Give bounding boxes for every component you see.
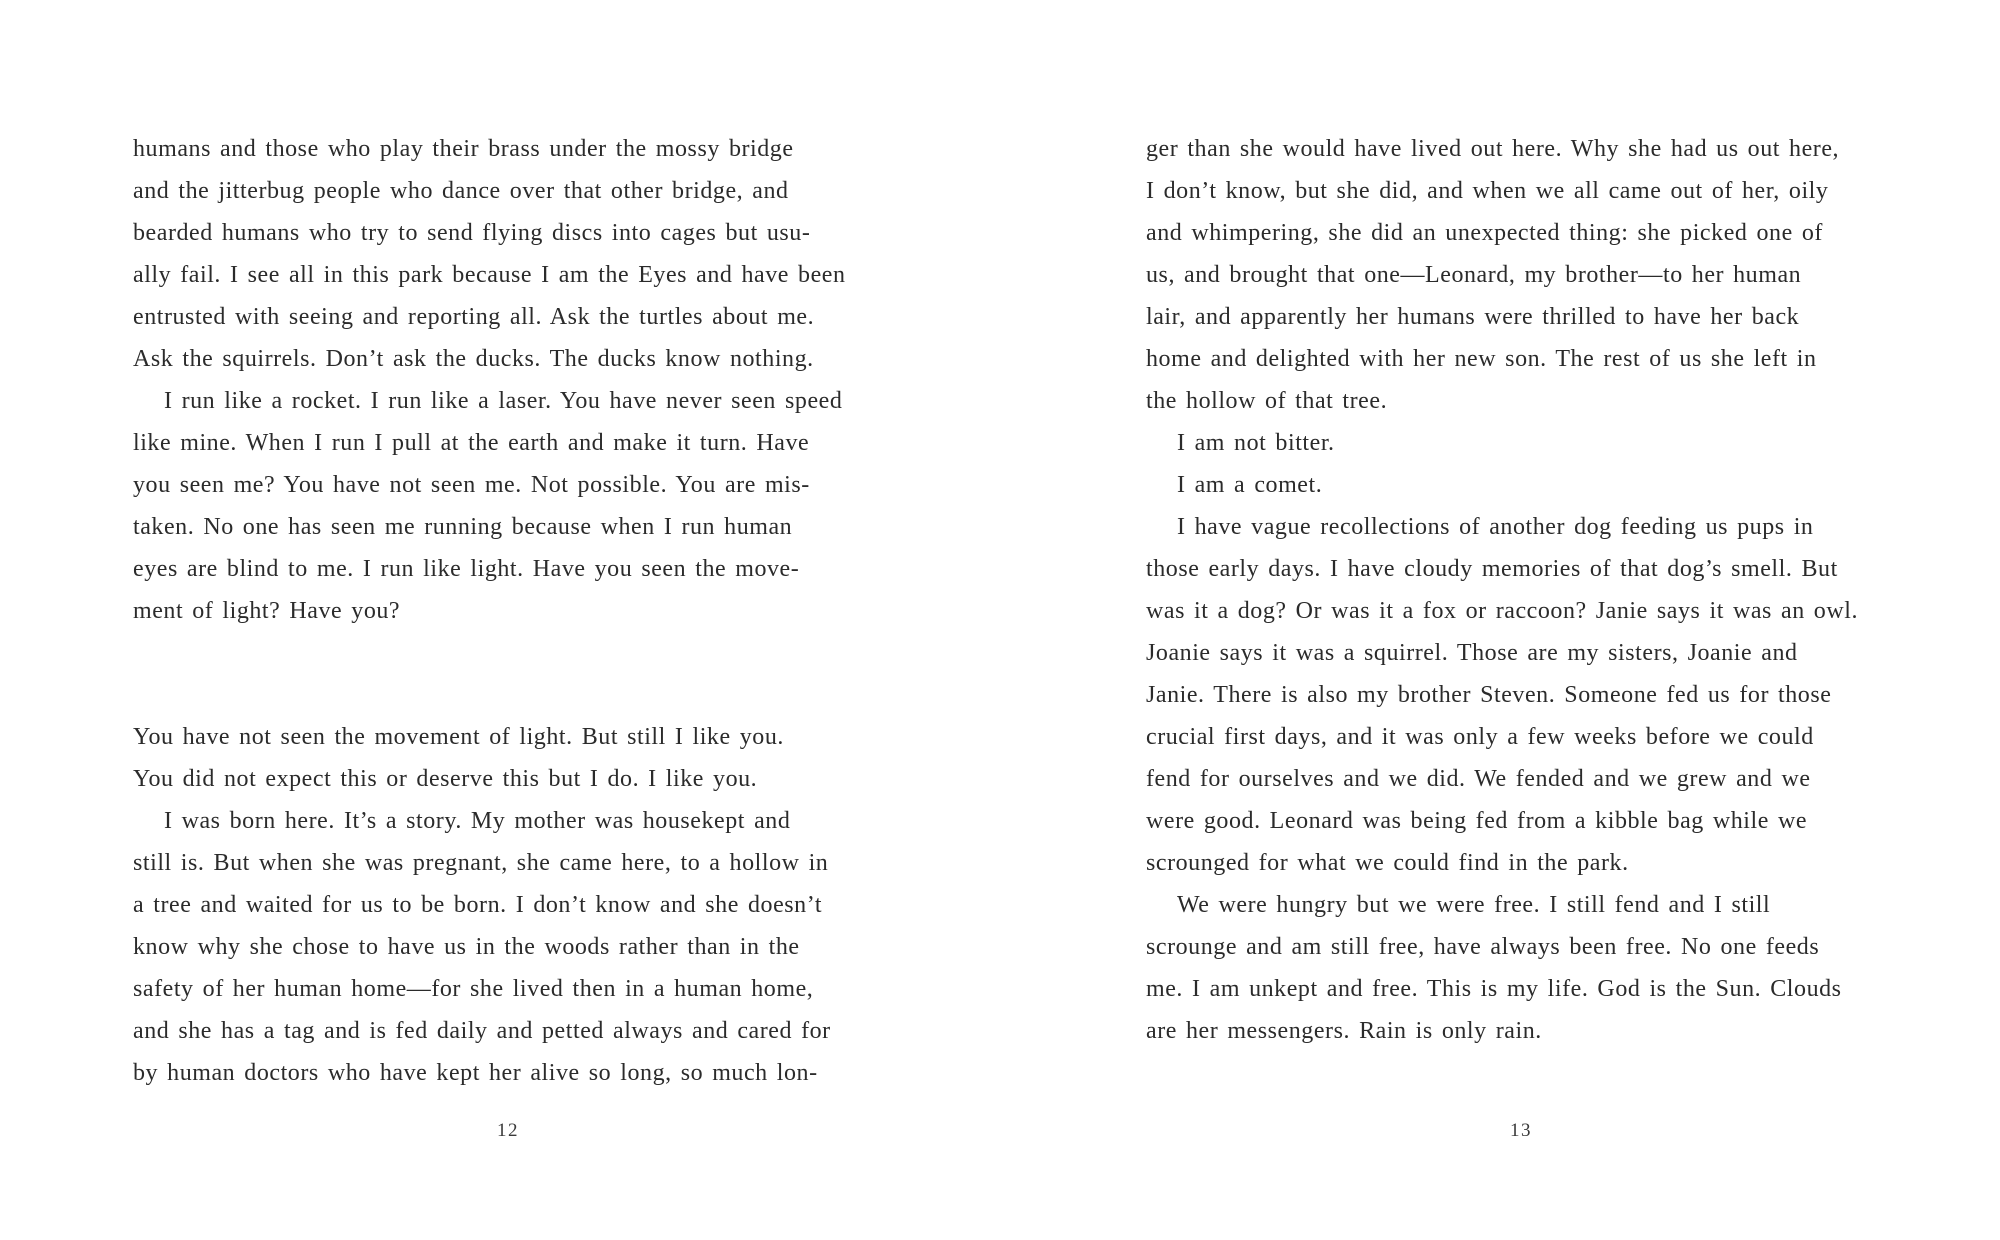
paragraph	[1146, 464, 1896, 506]
text-line: scrounged for what we could find in the park.	[1146, 850, 1629, 876]
right-page-text	[1146, 128, 1896, 1052]
text-line: scrounge and am still free, have always been free. No one feeds	[1146, 934, 1820, 960]
text-line: Janie. There is also my brother Steven. Someone fed us for those	[1146, 682, 1832, 708]
text-line: lair, and apparently her humans were thrilled to have her back	[1146, 304, 1800, 330]
paragraph	[133, 380, 883, 632]
left-page-text	[133, 128, 883, 1094]
paragraph	[1146, 128, 1896, 422]
paragraph	[133, 128, 883, 380]
text-line: ally fail. I see all in this park because I am the Eyes and have been	[133, 262, 846, 288]
text-line: Ask the squirrels. Don’t ask the ducks. The ducks know nothing.	[133, 346, 814, 372]
text-line: the hollow of that tree.	[1146, 388, 1388, 414]
text-line: I am a comet.	[1177, 472, 1323, 498]
text-line: were good. Leonard was being fed from a kibble bag while we	[1146, 808, 1808, 834]
text-line: You did not expect this or deserve this but I do. I like you.	[133, 766, 758, 792]
paragraph	[1146, 422, 1896, 464]
text-line: like mine. When I run I pull at the earth and make it turn. Have	[133, 430, 810, 456]
text-line: are her messengers. Rain is only rain.	[1146, 1018, 1542, 1044]
text-line: was it a dog? Or was it a fox or raccoon? Janie says it was an owl.	[1146, 598, 1858, 624]
text-line: I am not bitter.	[1177, 430, 1335, 456]
text-line: by human doctors who have kept her alive so long, so much lon-	[133, 1060, 818, 1086]
text-line: still is. But when she was pregnant, she came here, to a hollow in	[133, 850, 829, 876]
text-line: I have vague recollections of another dog feeding us pups in	[1177, 514, 1814, 540]
text-line: you seen me? You have not seen me. Not possible. You are mis-	[133, 472, 810, 498]
left-page-number: 12	[497, 1120, 519, 1141]
text-line: fend for ourselves and we did. We fended and we grew and we	[1146, 766, 1811, 792]
text-line: entrusted with seeing and reporting all. Ask the turtles about me.	[133, 304, 815, 330]
text-line: You have not seen the movement of light. But still I like you.	[133, 724, 784, 750]
text-line: I run like a rocket. I run like a laser. You have never seen speed	[164, 388, 843, 414]
book-page-left	[133, 0, 883, 1240]
text-line: me. I am unkept and free. This is my life. God is the Sun. Clouds	[1146, 976, 1842, 1002]
text-line: safety of her human home—for she lived then in a human home,	[133, 976, 814, 1002]
text-line: and she has a tag and is fed daily and petted always and cared for	[133, 1018, 831, 1044]
text-line: I was born here. It’s a story. My mother was housekept and	[164, 808, 791, 834]
text-line: and whimpering, she did an unexpected thing: she picked one of	[1146, 220, 1823, 246]
text-line: those early days. I have cloudy memories of that dog’s smell. But	[1146, 556, 1838, 582]
text-line: us, and brought that one—Leonard, my brother—to her human	[1146, 262, 1802, 288]
text-line: ger than she would have lived out here. Why she had us out here,	[1146, 136, 1840, 162]
text-line: ment of light? Have you?	[133, 598, 401, 624]
text-line: We were hungry but we were free. I still fend and I still	[1177, 892, 1771, 918]
text-line: and the jitterbug people who dance over that other bridge, and	[133, 178, 789, 204]
text-line: know why she chose to have us in the woods rather than in the	[133, 934, 800, 960]
text-line: I don’t know, but she did, and when we all came out of her, oily	[1146, 178, 1829, 204]
text-line: bearded humans who try to send flying discs into cages but usu-	[133, 220, 811, 246]
text-line: a tree and waited for us to be born. I don’t know and she doesn’t	[133, 892, 823, 918]
text-line: crucial first days, and it was only a few weeks before we could	[1146, 724, 1814, 750]
paragraph	[133, 716, 883, 800]
text-line: eyes are blind to me. I run like light. Have you seen the move-	[133, 556, 800, 582]
text-line: Joanie says it was a squirrel. Those are my sisters, Joanie and	[1146, 640, 1798, 666]
text-line: home and delighted with her new son. The rest of us she left in	[1146, 346, 1817, 372]
paragraph	[1146, 884, 1896, 1052]
paragraph	[133, 800, 883, 1094]
right-page-number: 13	[1510, 1120, 1532, 1141]
section-break	[133, 632, 883, 716]
text-line: humans and those who play their brass under the mossy bridge	[133, 136, 794, 162]
book-page-right	[1146, 0, 1896, 1240]
paragraph	[1146, 506, 1896, 884]
text-line: taken. No one has seen me running because when I run human	[133, 514, 793, 540]
